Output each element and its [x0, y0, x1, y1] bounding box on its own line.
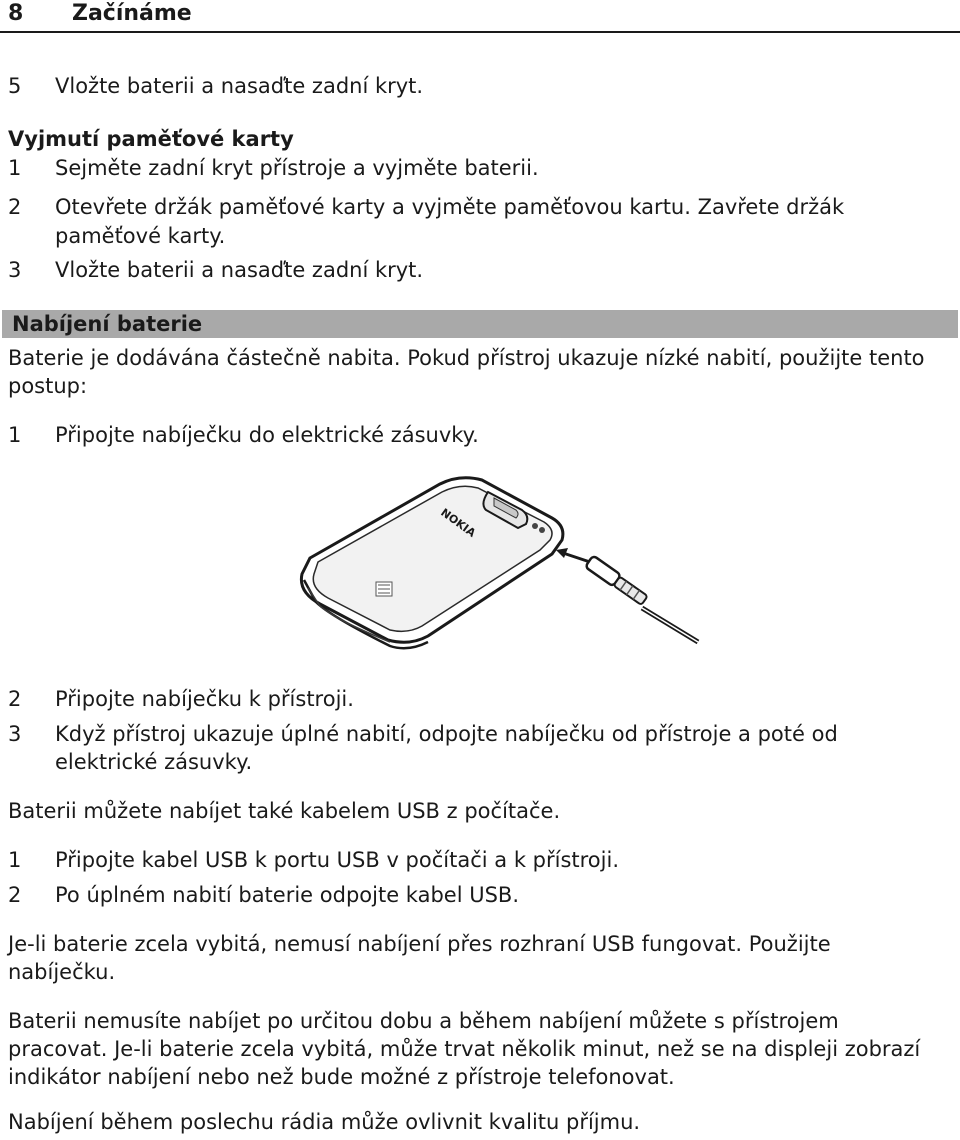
phone-charging-illustration — [290, 470, 710, 650]
usb-note-line-1: Je-li baterie zcela vybitá, nemusí nabíjení přes rozhraní USB fungovat. Použijte — [8, 932, 831, 956]
usb-note-line-2: nabíječku. — [8, 960, 116, 984]
remove-card-step-2-continuation: paměťové karty. — [55, 224, 226, 248]
charging-step-3 — [8, 720, 952, 748]
usb-step-2 — [8, 881, 952, 909]
step-number: 1 — [8, 423, 22, 447]
step-text: Připojte nabíječku k přístroji. — [55, 687, 354, 711]
page-number: 8 — [8, 1, 24, 26]
charging-step-1 — [8, 421, 952, 449]
step-text: Sejměte zadní kryt přístroje a vyjměte baterii. — [55, 156, 539, 180]
step-number: 5 — [8, 74, 22, 98]
usb-intro: Baterii můžete nabíjet také kabelem USB z počítače. — [8, 799, 561, 823]
remove-card-step-3 — [8, 256, 952, 284]
step-text: Když přístroj ukazuje úplné nabití, odpojte nabíječku od přístroje a poté od — [55, 722, 838, 746]
charging-note-line-1: Baterii nemusíte nabíjet po určitou dobu a během nabíjení můžete s přístrojem — [8, 1009, 839, 1033]
usb-step-1 — [8, 846, 952, 874]
step-number: 1 — [8, 848, 22, 872]
step-text: Vložte baterii a nasaďte zadní kryt. — [55, 258, 424, 282]
step-number: 2 — [8, 195, 22, 219]
charger-plug — [585, 555, 649, 605]
recycle-mark-icon — [376, 582, 392, 596]
step-text: Připojte nabíječku do elektrické zásuvky. — [55, 423, 479, 447]
intro-step-5 — [8, 72, 952, 100]
step-text: Připojte kabel USB k portu USB v počítači a k přístroji. — [55, 848, 619, 872]
chapter-title: Začínáme — [72, 1, 192, 26]
charging-intro-line-1: Baterie je dodávána částečně nabita. Pokud přístroj ukazuje nízké nabití, použijte tento — [8, 346, 925, 370]
step-number: 3 — [8, 258, 22, 282]
charging-note-line-3: indikátor nabíjení nebo než bude možné z přístroje telefonovat. — [8, 1065, 675, 1089]
step-number: 2 — [8, 883, 22, 907]
remove-card-heading: Vyjmutí paměťové karty — [8, 127, 294, 151]
step-text: Vložte baterii a nasaďte zadní kryt. — [55, 74, 424, 98]
brand-logo: NOKIA — [438, 505, 478, 540]
charging-step-3-continuation: elektrické zásuvky. — [55, 750, 253, 774]
charging-heading: Nabíjení baterie — [12, 312, 203, 336]
remove-card-step-1 — [8, 154, 952, 182]
phone-illustration-svg — [290, 470, 710, 650]
charging-step-2 — [8, 685, 952, 713]
radio-note: Nabíjení během poslechu rádia může ovlivnit kvalitu příjmu. — [8, 1110, 641, 1134]
section-heading-bar — [2, 310, 958, 338]
step-number: 3 — [8, 722, 22, 746]
page-header — [0, 0, 960, 30]
remove-card-step-2 — [8, 193, 952, 221]
step-number: 1 — [8, 156, 22, 180]
charging-intro-line-2: postup: — [8, 374, 88, 398]
step-text: Po úplném nabití baterie odpojte kabel USB. — [55, 883, 519, 907]
header-rule — [0, 31, 960, 33]
charging-note-line-2: pracovat. Je-li baterie zcela vybitá, může trvat několik minut, než se na displeji zobrazí — [8, 1037, 921, 1061]
step-number: 2 — [8, 687, 22, 711]
step-text: Otevřete držák paměťové karty a vyjměte paměťovou kartu. Zavřete držák — [55, 195, 845, 219]
